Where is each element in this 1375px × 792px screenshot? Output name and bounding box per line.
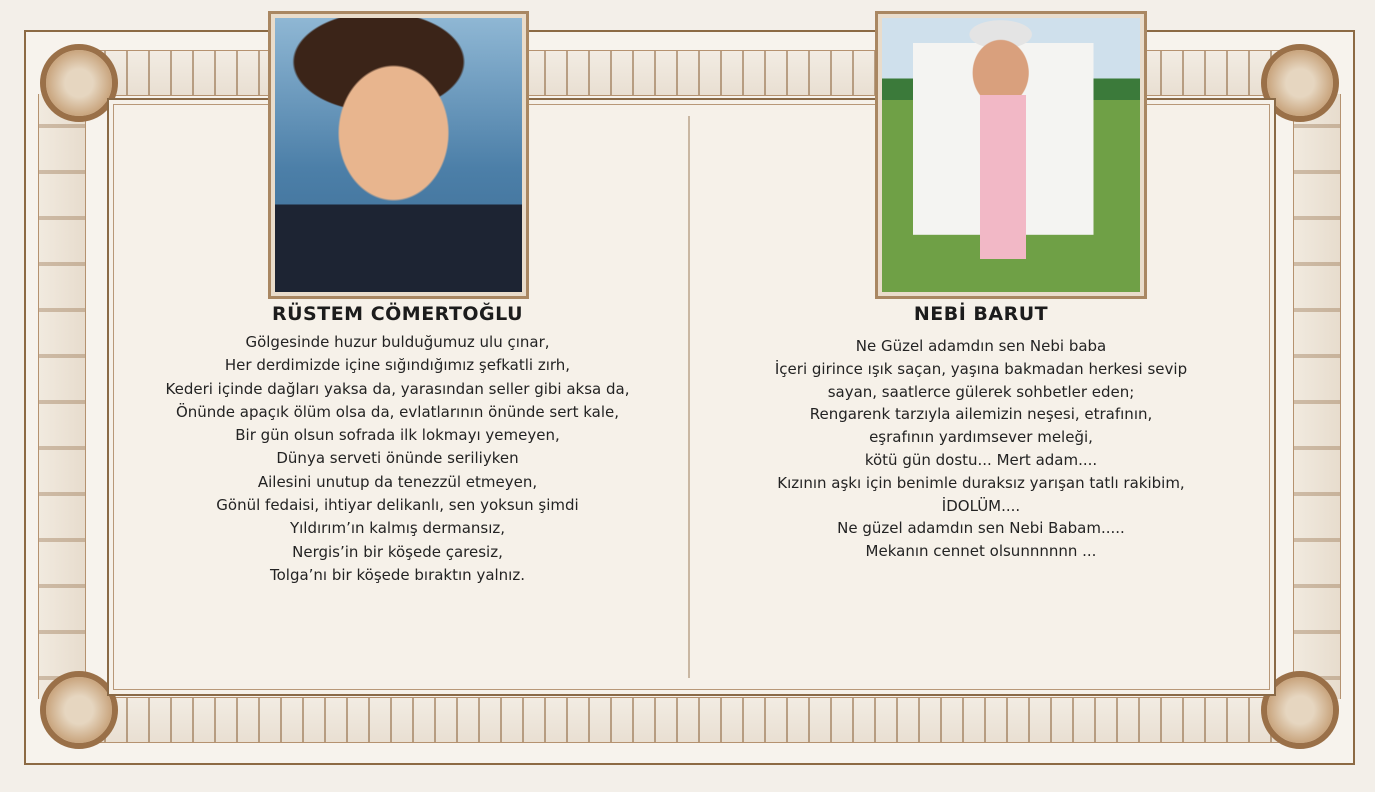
person-name: NEBİ BARUT bbox=[913, 303, 1049, 325]
tribute-line: İçeri girince ışık saçan, yaşına bakmadan herkesi sevip bbox=[774, 359, 1188, 378]
tribute-line: Her derdimizde içine sığındığımız şefkatli zırh, bbox=[224, 356, 571, 375]
tribute-line: Mekanın cennet olsunnnnnn ... bbox=[865, 542, 1097, 561]
frame-border-left bbox=[38, 94, 86, 699]
tribute-line: Tolga’nı bir köşede bıraktın yalnız. bbox=[269, 565, 525, 584]
portrait-photo bbox=[275, 18, 522, 292]
portrait-detail bbox=[980, 95, 1026, 259]
tribute-line: kötü gün dostu... Mert adam.... bbox=[864, 450, 1098, 469]
tribute-line: Bir gün olsun sofrada ilk lokmayı yemeyen, bbox=[235, 426, 560, 445]
tribute-line: İDOLÜM.... bbox=[941, 496, 1021, 515]
tribute-line: Önünde apaçık ölüm olsa da, evlatlarının önünde sert kale, bbox=[175, 402, 620, 421]
tribute-line: Dünya serveti önünde seriliyken bbox=[276, 449, 519, 468]
tribute-line: Ailesini unutup da tenezzül etmeyen, bbox=[257, 472, 538, 491]
portrait-frame bbox=[875, 11, 1147, 299]
tribute-line: Kızının aşkı için benimle duraksız yarışan tatlı rakibim, bbox=[777, 473, 1185, 492]
frame-border-right bbox=[1293, 94, 1341, 699]
tribute-line: Kederi içinde dağları yaksa da, yarasından seller gibi aksa da, bbox=[165, 379, 630, 398]
portrait-photo bbox=[882, 18, 1140, 292]
tribute-line: Ne Güzel adamdın sen Nebi baba bbox=[855, 337, 1107, 355]
frame-border-bottom bbox=[90, 697, 1289, 743]
tribute-line: Nergis’in bir köşede çaresiz, bbox=[292, 542, 503, 561]
tribute-line: Rengarenk tarzıyla ailemizin neşesi, etrafının, bbox=[809, 405, 1153, 424]
tribute-line: sayan, saatlerce gülerek sohbetler eden; bbox=[827, 382, 1135, 401]
tribute-line: Gölgesinde huzur bulduğumuz ulu çınar, bbox=[245, 333, 550, 351]
tribute-text bbox=[690, 335, 1272, 563]
tribute-line: Ne güzel adamdın sen Nebi Babam..... bbox=[837, 519, 1125, 538]
tribute-line: eşrafının yardımsever meleği, bbox=[869, 428, 1093, 447]
tribute-line: Yıldırım’ın kalmış dermansız, bbox=[289, 519, 506, 538]
person-name: RÜSTEM CÖMERTOĞLU bbox=[271, 303, 524, 325]
tribute-text bbox=[107, 331, 688, 587]
tribute-line: Gönül fedaisi, ihtiyar delikanlı, sen yoksun şimdi bbox=[216, 496, 579, 515]
portrait-frame bbox=[268, 11, 529, 299]
